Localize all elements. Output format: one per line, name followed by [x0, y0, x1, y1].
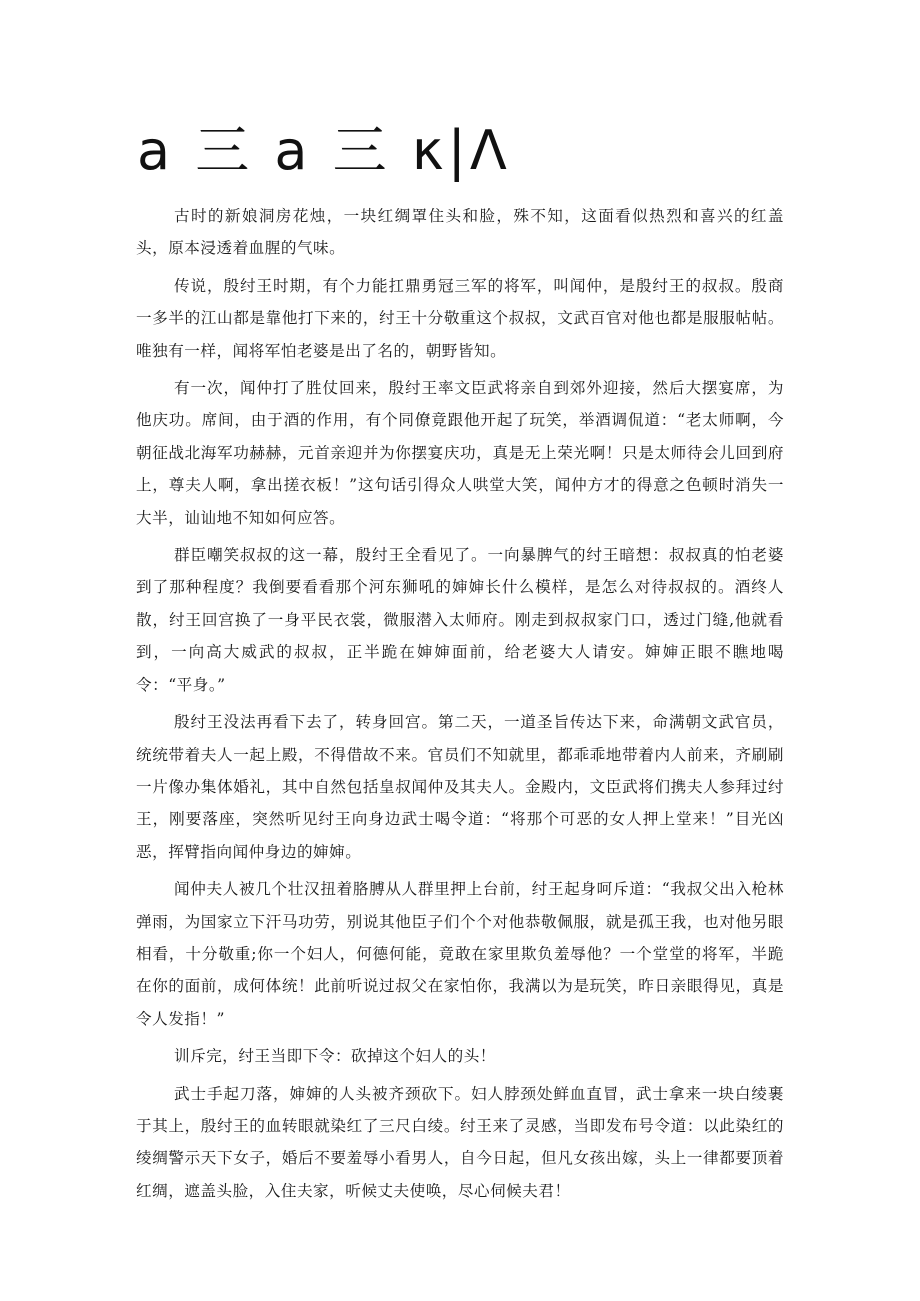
paragraph: 古时的新娘洞房花烛，一块红绸罩住头和脸，殊不知，这面看似热烈和喜兴的红盖头，原本浸透着血腥的气味。	[136, 207, 784, 258]
paragraph: 群臣嘲笑叔叔的这一幕，殷纣王全看见了。一向暴脾气的纣王暗想：叔叔真的怕老婆到了那种程度？我倒要看看那个河东狮吼的婶婶长什么模样，是怎么对待叔叔的。酒终人散，纣王回宫换了一身平民衣裳，微服潜入太师府。刚走到叔叔家门口，透过门缝,他就看到，一向高大威武的叔叔，正半跪在婶婶面前，给老婆大人请安。婶婶正眼不瞧地喝令：“平身。”	[136, 546, 784, 694]
paragraph: 武士手起刀落，婶婶的人头被齐颈砍下。妇人脖颈处鲜血直冒，武士拿来一块白绫裹于其上，殷纣王的血转眼就染红了三尺白绫。纣王来了灵感，当即发布号令道：以此染红的绫绸警示天下女子，婚后不要羞辱小看男人，自今日起，但凡女孩出嫁，头上一律都要顶着红绸，遮盖头脸，入住夫家，听候丈夫使唤，尽心伺候夫君！	[136, 1084, 784, 1200]
paragraph: 传说，殷纣王时期，有个力能扛鼎勇冠三军的将军，叫闻仲，是殷纣王的叔叔。殷商一多半的江山都是靠他打下来的，纣王十分敬重这个叔叔，文武百官对他也都是服服帖帖。唯独有一样，闻将军怕老婆是出了名的，朝野皆知。	[136, 276, 784, 360]
paragraph: 闻仲夫人被几个壮汉扭着胳膊从人群里押上台前，纣王起身呵斥道：“我叔父出入枪林弹雨，为国家立下汗马功劳，别说其他臣子们个个对他恭敬佩服，就是孤王我，也对他另眼相看，十分敬重;你一个妇人，何德何能，竟敢在家里欺负羞辱他？一个堂堂的将军，半跪在你的面前，成何体统！此前听说过叔父在家怕你，我满以为是玩笑，昨日亲眼得见，真是令人发指！”	[136, 880, 784, 1028]
paragraph: 有一次，闻仲打了胜仗回来，殷纣王率文臣武将亲自到郊外迎接，然后大摆宴席，为他庆功。席间，由于酒的作用，有个同僚竟跟他开起了玩笑，举酒调侃道：“老太师啊，今朝征战北海军功赫赫，元首亲迎并为你摆宴庆功，真是无上荣光啊！只是太师待会儿回到府上，尊夫人啊，拿出搓衣板！”这句话引得众人哄堂大笑，闻仲方才的得意之色顿时消失一大半，讪讪地不知如何应答。	[136, 379, 784, 527]
document-body	[136, 200, 784, 1212]
paragraph: 殷纣王没法再看下去了，转身回宫。第二天，一道圣旨传达下来，命满朝文武官员，统统带着夫人一起上殿，不得借故不来。官员们不知就里，都乖乖地带着内人前来，齐刷刷一片像办集体婚礼，其中自然包括皇叔闻仲及其夫人。金殿内，文臣武将们携夫人参拜过纣王，刚要落座，突然听见纣王向身边武士喝令道：“将那个可恶的女人押上堂来！”目光凶恶，挥臂指向闻仲身边的婶婶。	[136, 713, 784, 861]
paragraph: 训斥完，纣王当即下令：砍掉这个妇人的头！	[174, 1047, 496, 1066]
document-title: a 三 a 三 κ|Λ	[137, 119, 511, 182]
